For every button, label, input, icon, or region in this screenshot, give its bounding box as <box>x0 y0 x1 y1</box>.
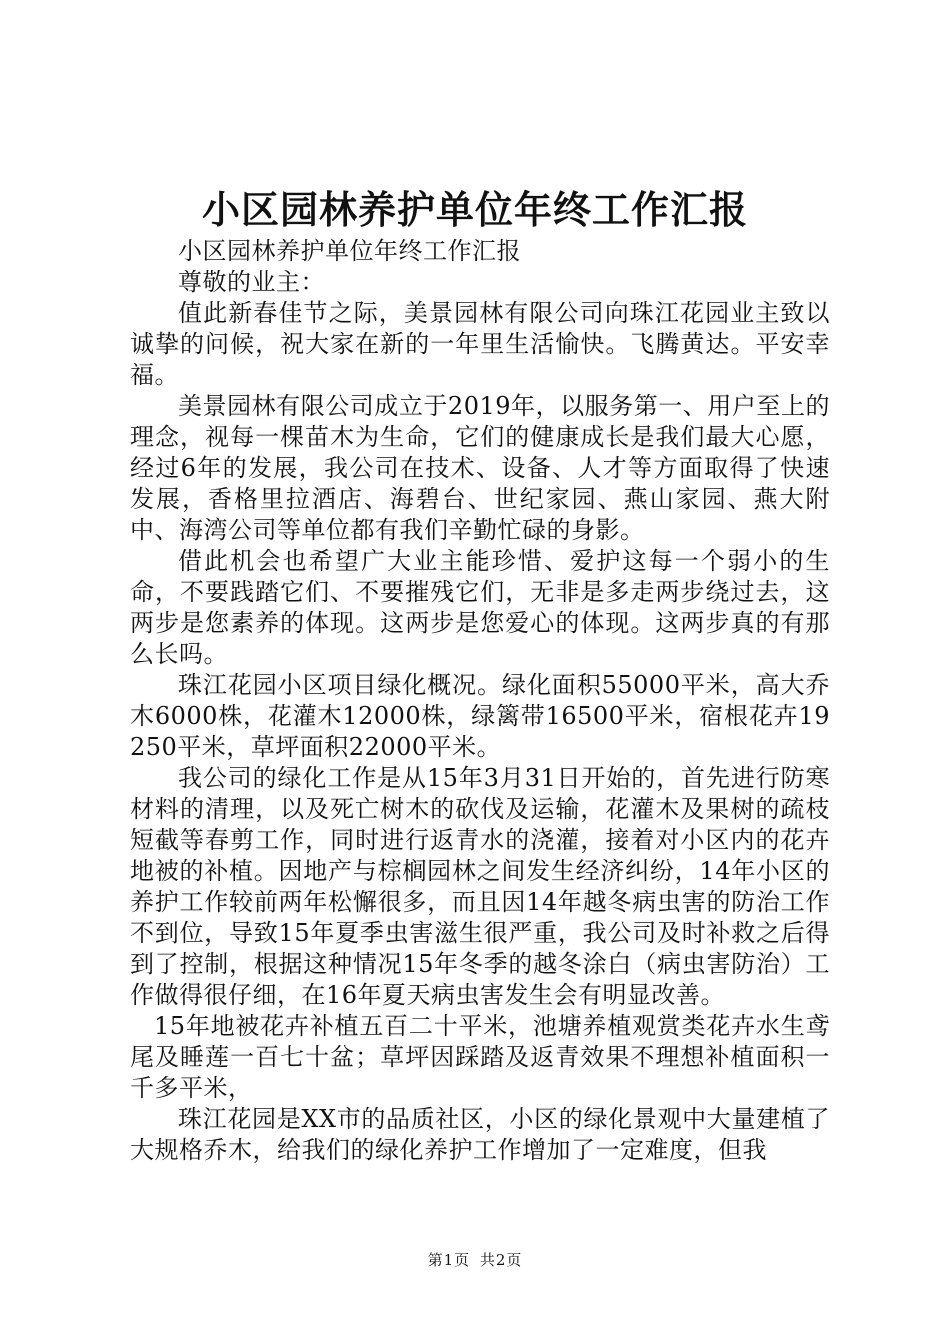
page-number-total: 共2页 <box>479 1251 523 1269</box>
paragraph-greening-overview: 珠江花园小区项目绿化概况。绿化面积55000平米，高大乔木6000株，花灌木12000株，绿篱带16500平米，宿根花卉19250平米，草坪面积22000平米。 <box>130 671 830 761</box>
document-body <box>130 236 830 1166</box>
paragraph-community: 珠江花园是XX市的品质社区，小区的绿化景观中大量建植了大规格乔木，给我们的绿化养护工作增加了一定难度，但我 <box>130 1105 830 1164</box>
paragraph-salutation: 尊敬的业主： <box>178 268 325 296</box>
paragraph-greeting: 值此新春佳节之际，美景园林有限公司向珠江花园业主致以诚挚的问候，祝大家在新的一年里生活愉快。飞腾黄达。平安幸福。 <box>130 299 830 389</box>
paragraph-replanting: 15年地被花卉补植五百二十平米，池塘养植观赏类花卉水生鸢尾及睡莲一百七十盆；草坪因踩踏及返青效果不理想补植面积一千多平米， <box>130 1012 830 1102</box>
paragraph-work-report: 我公司的绿化工作是从15年3月31日开始的，首先进行防寒材料的清理，以及死亡树木的砍伐及运输，花灌木及果树的疏枝短截等春剪工作，同时进行返青水的浇灌，接着对小区内的花卉地被的补植。因地产与棕榈园林之间发生经济纠纷，14年小区的养护工作较前两年松懈很多，而且因14年越冬病虫害的防治工作不到位，导致15年夏季虫害滋生很严重，我公司及时补救之后得到了控制，根据这种情况15年冬季的越冬涂白（病虫害防治）工作做得很仔细，在16年夏天病虫害发生会有明显改善。 <box>130 764 830 1009</box>
paragraph-subtitle: 小区园林养护单位年终工作汇报 <box>178 237 521 265</box>
document-title: 小区园林养护单位年终工作汇报 <box>201 187 748 232</box>
page-number-current: 第1页 <box>427 1251 471 1269</box>
paragraph-appeal: 借此机会也希望广大业主能珍惜、爱护这每一个弱小的生命，不要践踏它们、不要摧残它们，无非是多走两步绕过去，这两步是您素养的体现。这两步是您爱心的体现。这两步真的有那么长吗。 <box>130 547 830 668</box>
paragraph-company-intro: 美景园林有限公司成立于2019年，以服务第一、用户至上的理念，视每一棵苗木为生命，它们的健康成长是我们最大心愿，经过6年的发展，我公司在技术、设备、人才等方面取得了快速发展，香格里拉酒店、海碧台、世纪家园、燕山家园、燕大附中、海湾公司等单位都有我们辛勤忙碌的身影。 <box>130 392 830 544</box>
page-footer <box>0 1250 950 1270</box>
